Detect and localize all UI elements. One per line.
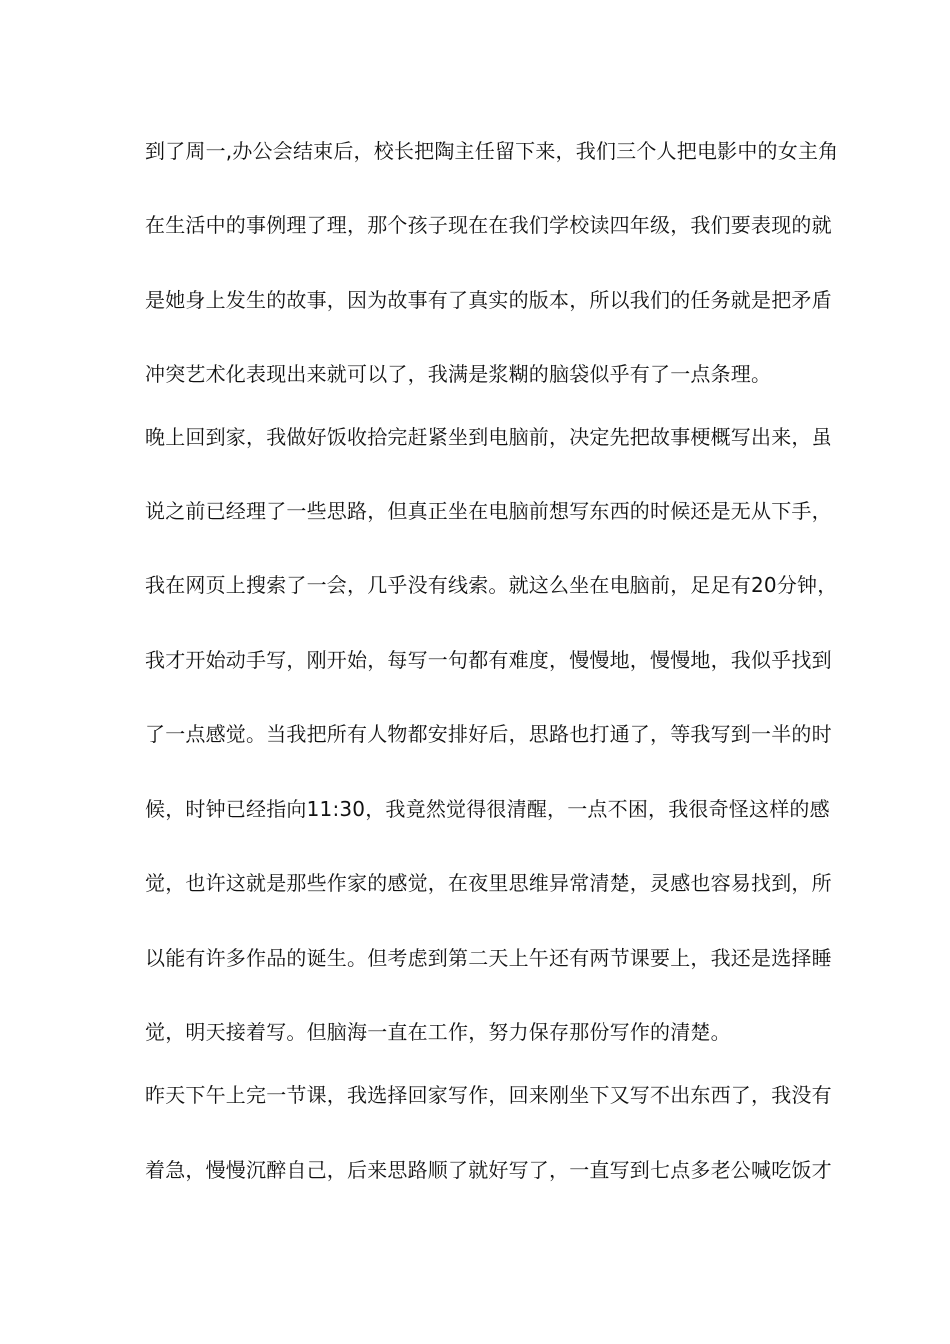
text-line: 候，时钟已经指向11:30，我竟然觉得很清醒，一点不困，我很奇怪这样的感 <box>145 797 830 821</box>
text-line: 晚上回到家，我做好饭收拾完赶紧坐到电脑前，决定先把故事梗概写出来，虽 <box>145 425 832 449</box>
text-line: 觉，明天接着写。但脑海一直在工作，努力保存那份写作的清楚。 <box>145 1020 731 1044</box>
text-line: 说之前已经理了一些思路，但真正坐在电脑前想写东西的时候还是无从下手， <box>145 499 832 523</box>
text-line: 觉，也许这就是那些作家的感觉，在夜里思维异常清楚，灵感也容易找到，所 <box>145 871 832 895</box>
text-line: 我在网页上搜索了一会，几乎没有线索。就这么坐在电脑前，足足有20分钟， <box>145 573 838 597</box>
text-line: 在生活中的事例理了理，那个孩子现在在我们学校读四年级，我们要表现的就 <box>145 213 832 237</box>
text-line: 昨天下午上完一节课，我选择回家写作，回来刚坐下又写不出东西了，我没有 <box>145 1083 832 1107</box>
text-line: 冲突艺术化表现出来就可以了，我满是浆糊的脑袋似乎有了一点条理。 <box>145 362 772 386</box>
text-line: 着急，慢慢沉醉自己，后来思路顺了就好写了，一直写到七点多老公喊吃饭才 <box>145 1158 832 1182</box>
text-line: 是她身上发生的故事，因为故事有了真实的版本，所以我们的任务就是把矛盾 <box>145 288 832 312</box>
text-line: 到了周一,办公会结束后，校长把陶主任留下来，我们三个人把电影中的女主角 <box>145 139 839 163</box>
text-line: 以能有许多作品的诞生。但考虑到第二天上午还有两节课要上，我还是选择睡 <box>145 946 832 970</box>
text-line: 我才开始动手写，刚开始，每写一句都有难度，慢慢地，慢慢地，我似乎找到 <box>145 648 832 672</box>
text-line: 了一点感觉。当我把所有人物都安排好后，思路也打通了，等我写到一半的时 <box>145 722 832 746</box>
